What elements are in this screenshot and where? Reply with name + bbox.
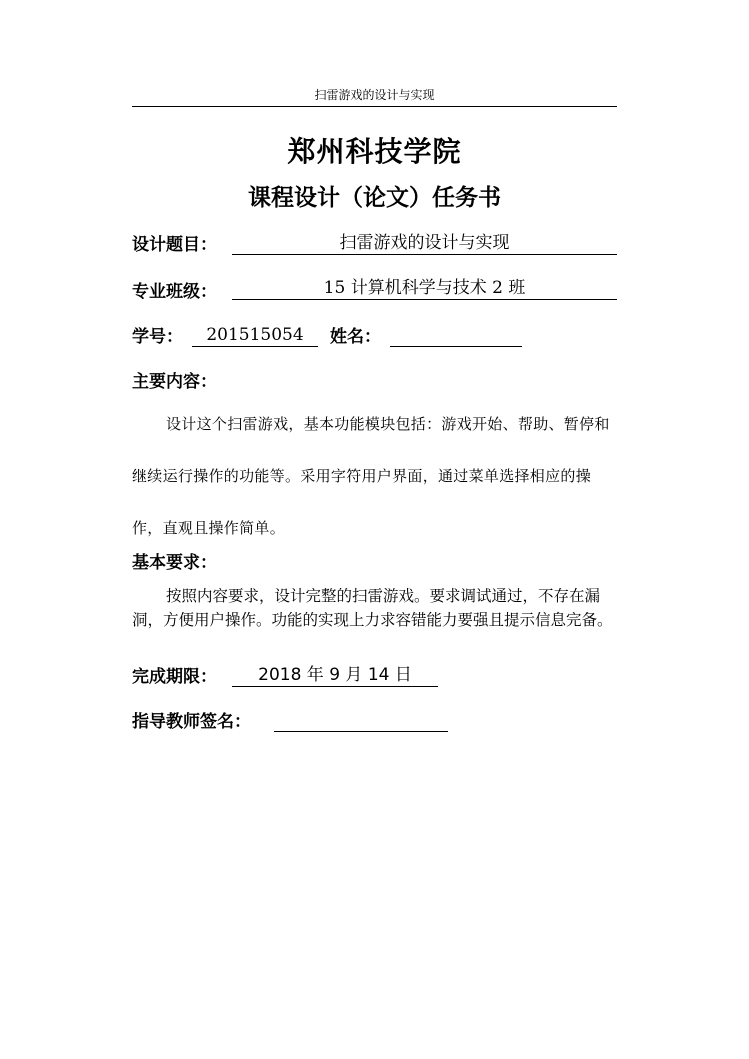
student-id-label: 学号： [132,327,183,347]
deadline-value: 2018 年 9 月 14 日 [232,664,438,687]
header-divider [132,106,617,107]
requirements-text: 按照内容要求，设计完整的扫雷游戏。要求调试通过，不存在漏洞，方便用户操作。功能的实现上力求容错能力要强且提示信息完备。 [132,587,613,629]
topic-label: 设计题目： [132,235,217,255]
student-id-value: 201515054 [192,324,318,347]
institution-title: 郑州科技学院 [287,135,462,168]
running-header: 扫雷游戏的设计与实现 [314,88,435,102]
major-value: 15 计算机科学与技术 2 班 [232,277,617,300]
major-label: 专业班级： [132,282,217,302]
deadline-label: 完成期限： [132,667,217,687]
advisor-signature-line [274,709,448,732]
name-label: 姓名： [330,327,381,347]
main-content-text: 设计这个扫雷游戏，基本功能模块包括：游戏开始、帮助、暂停和继续运行操作的功能等。采用字符用户界面，通过菜单选择相应的操作，直观且操作简单。 [132,415,610,537]
main-content-heading: 主要内容： [132,372,217,392]
topic-value: 扫雷游戏的设计与实现 [232,232,617,255]
requirements-heading: 基本要求： [132,553,217,573]
name-value [390,324,522,347]
document-type-title: 课程设计（论文）任务书 [248,185,501,211]
advisor-signature-label: 指导教师签名： [132,712,251,732]
